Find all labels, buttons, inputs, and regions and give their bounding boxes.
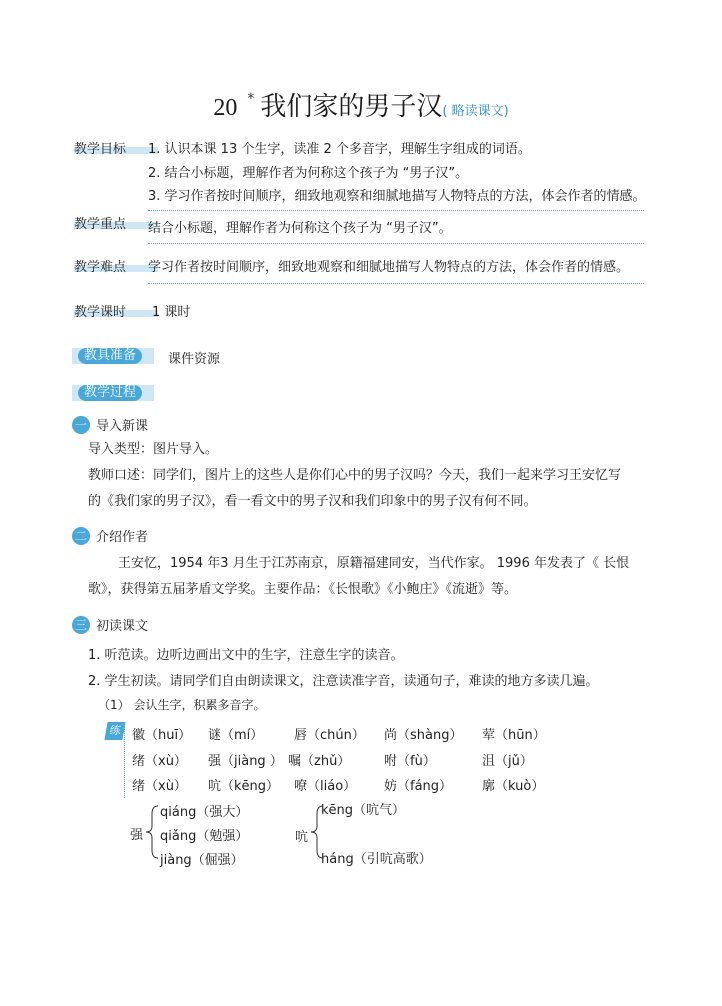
section-2-line-2: 歌》，获得第五届茅盾文学奖。主要作品：《长恨歌》《小鲍庄》《流逝》等。 [88,582,518,597]
section-3-step-1: 1. 听范读。边听边画出文中的生字，注意生字的读音。 [88,648,404,663]
page-title [0,86,722,123]
objective-item-3: 3. 学习作者按时间顺序，细致地观察和细腻地描写人物特点的方法，体会作者的情感。 [148,189,646,204]
difficulties-text: 学习作者按时间顺序，细致地观察和细腻地描写人物特点的方法，体会作者的情感。 [148,260,630,275]
section-2-line-1: 王安忆，1954 年3 月生于江苏南京，原籍福建同安，当代作家。 1996 年发表了《 长恨 [118,556,630,571]
lesson-subtitle: ( 略读课文) [442,104,509,119]
char-r3-c5: 廓（kuò） [482,779,545,794]
section-2-number: 二 [72,527,90,545]
section-3-title: 初读课文 [96,619,149,634]
char-r1-c3: 唇（chún） [294,728,365,743]
prep-text: 课件资源 [168,352,221,367]
section-1-title: 导入新课 [96,419,149,434]
star-mark: * [247,91,255,107]
char-r2-c5: 沮（jǔ） [482,754,533,769]
section-3-step-2: 2. 学生初读。请同学们自由朗读课文，注意读准字音，读通句子，难读的地方多读几遍。 [88,674,599,689]
lesson-title: 我们家的男子汉 [260,92,443,122]
key-points-text: 结合小标题，理解作者为何称这个孩子为 “男子汉”。 [148,221,452,236]
section-2-title: 介绍作者 [96,530,149,545]
section-1-line-1: 教师口述：同学们，图片上的这些人是你们心中的男子汉吗？今天，我们一起来学习王安忆写 [88,468,622,483]
divider [148,210,644,211]
objectives-label: 教学目标 [74,138,158,154]
char-r1-c1: 徽（huī） [132,728,192,743]
key-points-label: 教学重点 [74,213,158,229]
section-1-heading [72,415,148,433]
char-r2-c4: 咐（fù） [384,754,436,769]
poly-2-reading-2: háng（引吭高歌） [321,852,432,867]
char-r3-c4: 妨（fáng） [384,779,453,794]
char-r3-c2: 吭（kēng） [208,779,280,794]
practice-icon: 练 [104,722,125,740]
section-3-sub-1: （1） 会认生字，积累多音字。 [98,698,266,712]
section-3-heading [72,615,148,633]
section-1-number: 一 [72,416,90,434]
hours-label: 教学课时 [74,301,158,317]
char-r1-c2: 谜（mí） [208,728,264,743]
poly-2-char: 吭 [295,830,309,845]
poly-1-char: 强 [130,828,144,843]
section-2-heading [72,526,148,544]
char-r2-c3: 嘱（zhǔ） [288,754,351,769]
divider [148,243,644,244]
char-r1-c5: 荤（hūn） [482,728,546,743]
poly-1-reading-3: jiàng（倔强） [160,853,244,868]
char-r3-c3: 嘹（liáo） [294,779,357,794]
poly-2-reading-1: kēng（吭气） [321,803,406,818]
char-r3-c1: 绪（xù） [132,779,187,794]
char-r2-c1: 绪（xù） [132,754,187,769]
practice-line [124,722,125,798]
process-tag: 教学过程 [72,385,154,401]
hours-text: 1 课时 [152,305,191,320]
lesson-number: 20 [213,95,238,121]
poly-1-brace [144,804,160,860]
char-r2-c2: 强（jiàng ） [208,754,283,769]
char-r1-c4: 尚（shàng） [384,728,463,743]
poly-1-reading-2: qiǎng（勉强） [160,829,249,844]
divider [148,283,644,284]
objective-item-2: 2. 结合小标题，理解作者为何称这个孩子为 “男子汉”。 [148,166,469,181]
objective-item-1: 1. 认识本课 13 个生字，读准 2 个多音字，理解生字组成的词语。 [148,142,531,157]
poly-1-reading-1: qiáng（强大） [160,805,249,820]
section-1-line-2: 的《我们家的男子汉》，看一看文中的男子汉和我们印象中的男子汉有何不同。 [88,494,537,509]
prep-tag: 教具准备 [72,348,154,364]
difficulties-label: 教学难点 [74,256,158,272]
section-3-number: 三 [72,616,90,634]
section-1-type: 导入类型：图片导入。 [88,442,219,457]
